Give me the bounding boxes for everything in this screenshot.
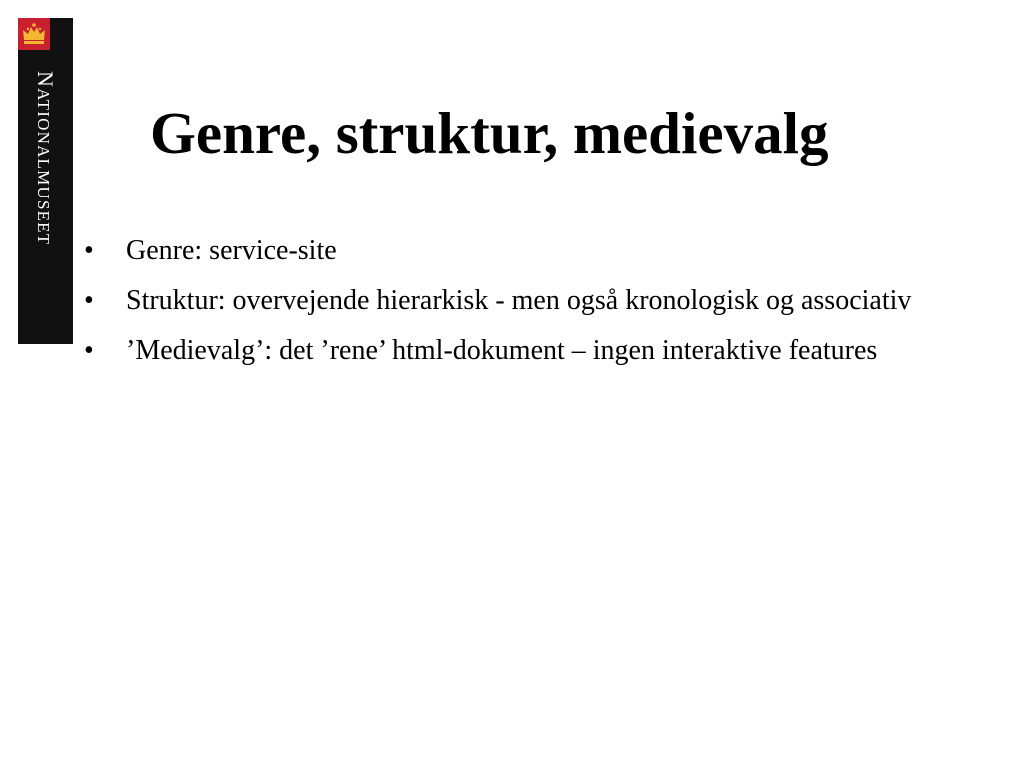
bullet-text: Genre: service-site [126,235,337,266]
bullet-icon: • [84,285,94,316]
bullet-icon: • [84,335,94,366]
logo-wordmark: NATIONALMUSEET [33,71,58,246]
bullet-text: ’Medievalg’: det ’rene’ html-dokument – ingen interaktive features [126,335,878,366]
bullet-list [84,231,964,381]
crown-badge [18,18,50,50]
list-item [84,231,964,271]
slide-title: Genre, struktur, medievalg [150,100,829,166]
bullet-text: Struktur: overvejende hierarkisk - men også kronologisk og associativ [126,285,912,316]
nationalmuseet-logo [18,18,73,344]
list-item [84,331,964,371]
crown-icon [18,18,50,50]
list-item [84,281,964,321]
bullet-icon: • [84,235,94,266]
